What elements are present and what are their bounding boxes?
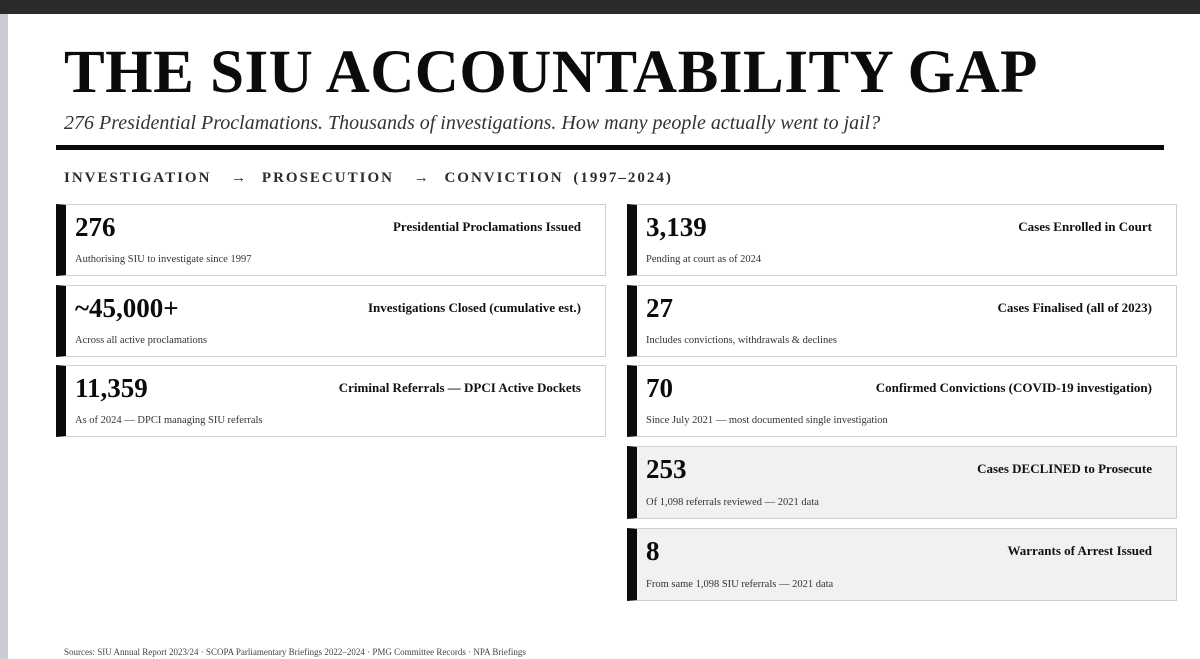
stat-label: Criminal Referrals — DPCI Active Dockets: [338, 380, 581, 395]
stat-value: ~45,000+: [75, 293, 179, 323]
left-edge: [0, 14, 8, 659]
stat-card-investigations-closed: [56, 285, 606, 357]
stat-value: 70: [646, 373, 673, 403]
arrow-right-icon: →: [231, 170, 247, 186]
stat-note: From same 1,098 SIU referrals — 2021 data: [646, 579, 834, 590]
stat-label: Cases Enrolled in Court: [1018, 219, 1152, 234]
flow-step-investigation: INVESTIGATION: [64, 170, 212, 186]
flow-step-prosecution: PROSECUTION: [261, 170, 394, 186]
process-flow: [64, 170, 677, 187]
stat-label: Presidential Proclamations Issued: [392, 219, 581, 234]
stat-card-confirmed-convictions: [627, 365, 1177, 437]
page-title: THE SIU ACCOUNTABILITY GAP: [64, 39, 1038, 106]
arrow-right-icon: →: [413, 170, 429, 186]
stat-card-cases-enrolled: [627, 204, 1177, 276]
stat-value: 11,359: [75, 373, 148, 403]
stat-note: Since July 2021 — most documented single investigation: [646, 415, 888, 426]
title-divider: [56, 145, 1164, 150]
stat-label: Cases DECLINED to Prosecute: [977, 461, 1152, 476]
stat-value: 3,139: [646, 212, 707, 242]
stat-card-proclamations: [56, 204, 606, 276]
stat-card-cases-declined: [627, 446, 1177, 519]
stat-label: Investigations Closed (cumulative est.): [367, 300, 581, 315]
stat-value: 253: [646, 454, 687, 484]
stat-value: 276: [75, 212, 116, 242]
sources-footer: Sources: SIU Annual Report 2023/24 · SCOPA Parliamentary Briefings 2022–2024 · PMG Committee Records · NPA Briefings: [64, 647, 526, 657]
flow-step-conviction: CONVICTION: [444, 170, 564, 186]
stat-label: Cases Finalised (all of 2023): [997, 300, 1152, 315]
stat-value: 8: [646, 536, 660, 566]
stat-card-criminal-referrals: [56, 365, 606, 437]
flow-period: (1997–2024): [573, 170, 673, 186]
stat-value: 27: [646, 293, 673, 323]
page-subtitle: 276 Presidential Proclamations. Thousands of investigations. How many people actually went to jail?: [64, 112, 881, 134]
top-bar: [0, 0, 1200, 14]
stat-label: Warrants of Arrest Issued: [1007, 543, 1152, 558]
stat-note: Across all active proclamations: [75, 335, 208, 346]
stat-note: Authorising SIU to investigate since 1997: [75, 254, 252, 265]
stat-card-cases-finalised: [627, 285, 1177, 357]
stat-note: As of 2024 — DPCI managing SIU referrals: [75, 415, 263, 426]
stat-label: Confirmed Convictions (COVID-19 investigation): [875, 380, 1152, 395]
stat-card-arrest-warrants: [627, 528, 1177, 601]
stat-note: Of 1,098 referrals reviewed — 2021 data: [646, 497, 819, 508]
stat-note: Includes convictions, withdrawals & declines: [646, 335, 837, 346]
stat-note: Pending at court as of 2024: [646, 254, 762, 265]
